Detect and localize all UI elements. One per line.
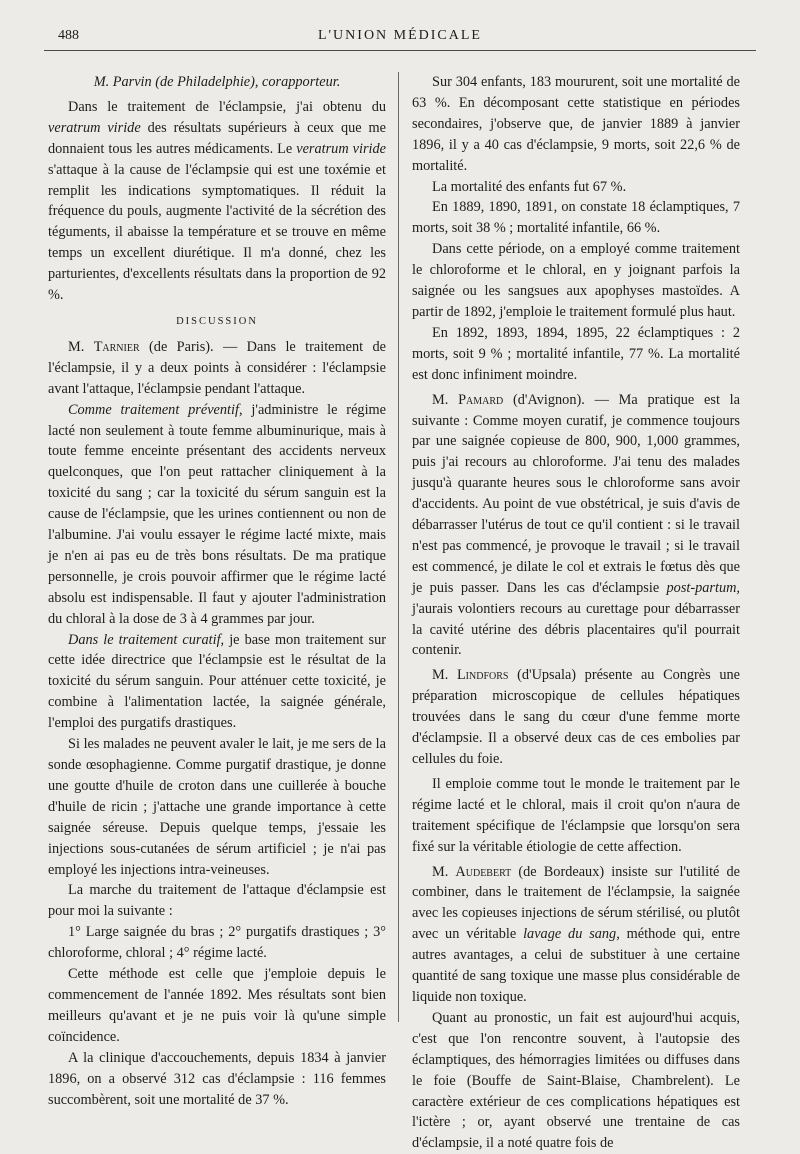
paragraph: Sur 304 enfants, 183 moururent, soit une mortalité de 63 %. En décomposant cette statistique en périodes secondaires, j'observe que, de janvier 1889 à janvier 1896, il y a 40 cas d'éclampsie, 9 morts, soit 22,6 % de mortalité. bbox=[412, 74, 740, 174]
speaker-name: Audebert bbox=[455, 863, 512, 880]
speaker-name: Tarnier bbox=[93, 338, 140, 355]
paragraph: M. Lindfors (d'Upsala) présente au Congrès une préparation microscopique de cellules hépatiques trouvées dans le sang du cœur d'une femme morte d'éclampsie. Il a observé deux cas de ces embolies par cellules du foie. bbox=[412, 667, 740, 767]
running-header bbox=[58, 26, 742, 46]
left-column bbox=[48, 72, 387, 1108]
page-number: 488 bbox=[58, 28, 79, 43]
paragraph: Cette méthode est celle que j'emploie depuis le commencement de l'année 1892. Mes résultats sont bien meilleurs qu'avant et je ne puis voir là qu'une simple coïncidence. bbox=[48, 966, 386, 1045]
speaker-name: Pamard bbox=[458, 391, 504, 408]
paragraph: Si les malades ne peuvent avaler le lait, je me sers de la sonde œsophagienne. Comme purgatif drastique, je donne une goutte d'huile de croton dans une cuillerée à bouche d'huile de ricin ; j'attache une grande importance à cette saignée séreuse. Depuis quelque temps, j'essaie les injections sous-cutanées de sérum artificiel ; je n'ai pas employé les injections intra-veineuses. bbox=[48, 736, 386, 878]
paragraph: Dans le traitement de l'éclampsie, j'ai obtenu du veratrum viride des résultats supérieurs à ceux que me donnaient tous les autres médicaments. Le veratrum viride s'attaque à la cause de l'éclampsie qui est une toxémie et remplit les indications symptomatiques. Il réduit la fréquence du pouls, augmente l'activité de la sécrétion des téguments, il abaisse la température et se trouve en même temps un excellent diurétique. Il m'a donné, chez les parturientes, d'excellents résultats dans la proportion de 92 %. bbox=[48, 98, 386, 304]
paragraph: Comme traitement préventif, j'administre le régime lacté non seulement à toute femme albuminurique, mais à toute femme enceinte présentant des accidents nerveux quelconques, que l'on peut rattacher cliniquement à la toxicité du sang ; car la toxicité du sérum sanguin est la cause de l'éclampsie, que les urines contiennent ou non de l'albumine. J'ai voulu essayer le régime lacté mixte, mais je n'en ai pas eu de très bons résultats. De ma pratique personnelle, je crois pouvoir affirmer que le régime lacté absolu est indispensable. Il faut y ajouter l'administration du chloral à la dose de 3 à 4 grammes par jour. bbox=[48, 401, 387, 627]
section-heading-discussion: DISCUSSION bbox=[176, 315, 258, 327]
paragraph: Il emploie comme tout le monde le traitement par le régime lacté et le chloral, mais il croit qu'on n'aura de traitement spécifique de l'éclampsie que lorsqu'on sera fixé sur la véritable étiologie de cette affection. bbox=[412, 775, 740, 855]
paragraph: 1° Large saignée du bras ; 2° purgatifs drastiques ; 3° chloroforme, chloral ; 4° régime lacté. bbox=[48, 924, 386, 962]
column-divider bbox=[398, 72, 399, 1022]
paragraph: Dans le traitement curatif, je base mon traitement sur cette idée directrice que l'éclampsie est le résultat de la toxicité du sérum sanguin. Pour atténuer cette toxicité, je combine à l'alimentation lactée, la saignée générale, l'emploi des purgatifs drastiques. bbox=[48, 631, 386, 732]
paragraph: En 1892, 1893, 1894, 1895, 22 éclamptiques : 2 morts, soit 9 % ; mortalité infantile, 77 %. La mortalité est donc infiniment moindre. bbox=[412, 324, 740, 383]
paragraph: A la clinique d'accouchements, depuis 1834 à janvier 1896, on a observé 312 cas d'éclampsie : 116 femmes succombèrent, soit une mortalité de 37 %. bbox=[48, 1049, 386, 1108]
header-rule bbox=[44, 50, 756, 51]
paragraph: M. Tarnier (de Paris). — Dans le traitement de l'éclampsie, il y a deux points à considérer : l'éclampsie avant l'attaque, l'éclampsie pendant l'attaque. bbox=[48, 338, 386, 397]
speaker-name: Lindfors bbox=[456, 667, 509, 684]
paragraph: M. Audebert (de Bordeaux) insiste sur l'utilité de combiner, dans le traitement de l'éclampsie, la saignée avec les copieuses injections de sérum stérilisé, ou plutôt avec un véritable lavage du sang, méthode qui, entre autres avantages, a celui de substituer à une certaine quantité de sang toxique une masse plus considérable de liquide non toxique. bbox=[412, 863, 741, 1005]
paragraph: La mortalité des enfants fut 67 %. bbox=[432, 178, 627, 195]
speaker-line-parvin: M. Parvin (de Philadelphie), corapporteur. bbox=[93, 74, 341, 90]
paragraph: En 1889, 1890, 1891, on constate 18 éclamptiques, 7 morts, soit 38 % ; mortalité infantile, 66 %. bbox=[412, 199, 740, 237]
paragraph: Dans cette période, on a employé comme traitement le chloroforme et le chloral, en y joignant parfois la saignée ou les sangsues aux apophyses mastoïdes. A partir de 1892, j'emploie le traitement formulé plus haut. bbox=[412, 241, 740, 320]
paragraph: Quant au pronostic, un fait est aujourd'hui acquis, c'est que l'on rencontre souvent, à l'autopsie des éclamptiques, des hémorragies limitées ou diffuses dans le foie (Bouffe de Saint-Blaise, Chambrelent). Le caractère extérieur de ces complications hépatiques est l'ictère ; or, ayant observé une trentaine de cas d'éclampsie, il a noté quatre fois de bbox=[412, 1009, 740, 1152]
paragraph: La marche du traitement de l'attaque d'éclampsie est pour moi la suivante : bbox=[48, 882, 386, 920]
paragraph: M. Pamard (d'Avignon). — Ma pratique est la suivante : Comme moyen curatif, je commence toujours par une saignée copieuse de 800, 900, 1,000 grammes, puis j'ai recours au chloroforme. J'ai tenu des malades jusqu'à quarante heures sous le chloroforme sans avoir d'accidents. Au point de vue obstétrical, je suis d'avis de débarrasser l'utérus de tout ce qu'il contient : si le travail n'est pas commencé, je provoque le travail ; si le travail est commencé, je dilate le col et extrais le fœtus dès que je puis passer. Dans les cas d'éclampsie post-partum, j'aurais volontiers recours au curettage pour débarrasser la cavité utérine des débris placentaires qu'il pourrait contenir. bbox=[412, 391, 741, 659]
right-column bbox=[412, 72, 741, 1152]
journal-title: L'UNION MÉDICALE bbox=[317, 28, 482, 43]
